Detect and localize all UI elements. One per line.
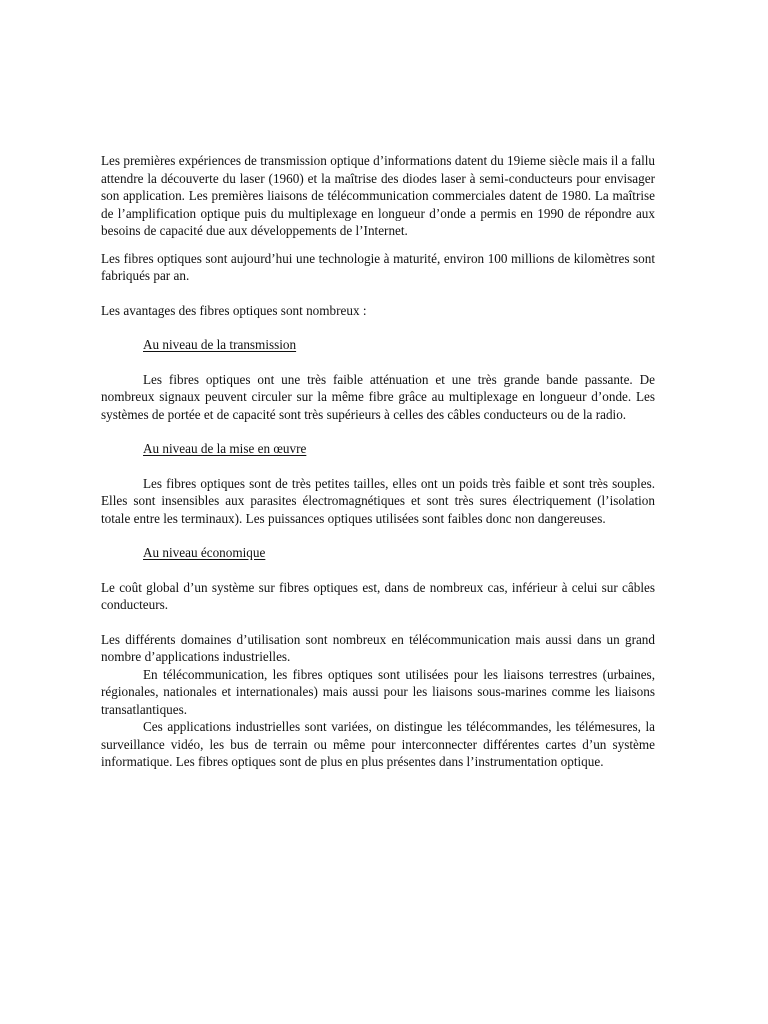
transmission-paragraph: Les fibres optiques ont une très faible atténuation et une très grande bande passante. De nombreux signaux peuvent circuler sur la même fibre grâce au multiplexage en longueur d’onde. Les systèmes de portée et de capacité sont très supérieurs à celles des câbles conducteurs ou de la radio.	[101, 371, 655, 422]
document-page	[101, 152, 655, 771]
domains-paragraph: Les différents domaines d’utilisation sont nombreux en télécommunication mais aussi dans un grand nombre d’applications industrielles.	[101, 631, 655, 664]
advantages-intro: Les avantages des fibres optiques sont nombreux :	[101, 302, 367, 318]
economic-heading: Au niveau économique	[143, 545, 266, 560]
implementation-heading: Au niveau de la mise en œuvre	[143, 441, 307, 456]
intro-paragraph: Les premières expériences de transmission optique d’informations datent du 19ieme siècle mais il a fallu attendre la découverte du laser (1960) et la maîtrise des diodes laser à semi-conducteurs pour envisager son application. Les premières liaisons de télécommunication commerciales datent de 1980. La maîtrise de l’amplification optique puis du multiplexage en longueur d’onde a permis en 1990 de répondre aux besoins de capacité due aux développements de l’Internet.	[101, 153, 655, 238]
telecom-paragraph: En télécommunication, les fibres optiques sont utilisées pour les liaisons terrestres (urbaines, régionales, nationales et internationales) mais aussi pour les liaisons sous-marines comme les liaisons transatlantiques.	[101, 666, 655, 717]
maturity-paragraph: Les fibres optiques sont aujourd’hui une technologie à maturité, environ 100 millions de kilomètres sont fabriqués par an.	[101, 250, 655, 283]
industrial-paragraph: Ces applications industrielles sont variées, on distingue les télécommandes, les télémesures, la surveillance vidéo, les bus de terrain ou même pour interconnecter différentes cartes d’un système informatique. Les fibres optiques sont de plus en plus présentes dans l’instrumentation optique.	[101, 719, 655, 769]
economic-paragraph: Le coût global d’un système sur fibres optiques est, dans de nombreux cas, inférieur à celui sur câbles conducteurs.	[101, 579, 655, 612]
implementation-paragraph: Les fibres optiques sont de très petites tailles, elles ont un poids très faible et sont très souples. Elles sont insensibles aux parasites électromagnétiques et sont très sures électriquement (l’isolation totale entre les terminaux). Les puissances optiques utilisées sont faibles donc non dangereuses.	[101, 475, 655, 526]
transmission-heading: Au niveau de la transmission	[143, 337, 297, 352]
